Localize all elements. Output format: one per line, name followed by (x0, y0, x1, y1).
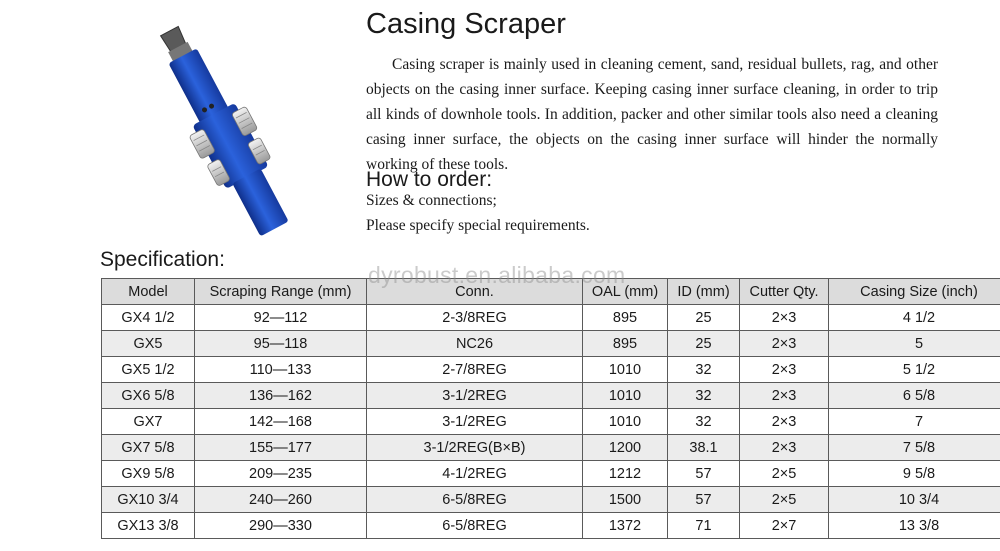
col-header-casing-size: Casing Size (inch) (829, 279, 1000, 305)
cell-conn: 6-5/8REG (367, 513, 583, 539)
table-row (102, 331, 1000, 357)
cell-id: 32 (668, 383, 740, 409)
cell-conn: 2-7/8REG (367, 357, 583, 383)
cell-id: 38.1 (668, 435, 740, 461)
cell-id: 32 (668, 357, 740, 383)
cell-cutter-qty: 2×3 (740, 357, 829, 383)
cell-cutter-qty: 2×3 (740, 305, 829, 331)
cell-cutter-qty: 2×5 (740, 487, 829, 513)
cell-cutter-qty: 2×3 (740, 383, 829, 409)
cell-id: 57 (668, 461, 740, 487)
cell-cutter-qty: 2×3 (740, 435, 829, 461)
cell-scraping-range: 142—168 (195, 409, 367, 435)
cell-id: 25 (668, 331, 740, 357)
casing-scraper-image (112, 12, 332, 247)
cell-model: GX7 (102, 409, 195, 435)
cell-casing-size: 9 5/8 (829, 461, 1000, 487)
col-header-conn: Conn. (367, 279, 583, 305)
cell-casing-size: 10 3/4 (829, 487, 1000, 513)
cell-cutter-qty: 2×7 (740, 513, 829, 539)
cell-id: 32 (668, 409, 740, 435)
page-title: Casing Scraper (366, 8, 566, 40)
table-row (102, 305, 1000, 331)
how-to-order-heading: How to order: (366, 168, 493, 191)
cell-model: GX6 5/8 (102, 383, 195, 409)
cell-conn: 3-1/2REG(B×B) (367, 435, 583, 461)
cell-scraping-range: 209—235 (195, 461, 367, 487)
cell-conn: 2-3/8REG (367, 305, 583, 331)
cell-conn: NC26 (367, 331, 583, 357)
specification-heading: Specification: (100, 248, 225, 271)
table-row (102, 487, 1000, 513)
cell-scraping-range: 290—330 (195, 513, 367, 539)
col-header-model: Model (102, 279, 195, 305)
cell-oal: 1372 (583, 513, 668, 539)
specification-table (101, 278, 1000, 539)
cell-id: 71 (668, 513, 740, 539)
cell-cutter-qty: 2×3 (740, 331, 829, 357)
cell-scraping-range: 110—133 (195, 357, 367, 383)
cell-model: GX5 (102, 331, 195, 357)
cell-oal: 1200 (583, 435, 668, 461)
col-header-cutter-qty: Cutter Qty. (740, 279, 829, 305)
cell-model: GX10 3/4 (102, 487, 195, 513)
cell-cutter-qty: 2×5 (740, 461, 829, 487)
cell-casing-size: 4 1/2 (829, 305, 1000, 331)
table-row (102, 461, 1000, 487)
cell-scraping-range: 155—177 (195, 435, 367, 461)
cell-casing-size: 7 5/8 (829, 435, 1000, 461)
cell-casing-size: 13 3/8 (829, 513, 1000, 539)
cell-oal: 1212 (583, 461, 668, 487)
cell-casing-size: 5 1/2 (829, 357, 1000, 383)
cell-casing-size: 7 (829, 409, 1000, 435)
cell-id: 57 (668, 487, 740, 513)
cell-conn: 3-1/2REG (367, 409, 583, 435)
cell-id: 25 (668, 305, 740, 331)
cell-oal: 1010 (583, 357, 668, 383)
cell-casing-size: 5 (829, 331, 1000, 357)
cell-conn: 4-1/2REG (367, 461, 583, 487)
col-header-id: ID (mm) (668, 279, 740, 305)
cell-cutter-qty: 2×3 (740, 409, 829, 435)
order-line-sizes: Sizes & connections; (366, 192, 497, 209)
cell-model: GX4 1/2 (102, 305, 195, 331)
col-header-oal: OAL (mm) (583, 279, 668, 305)
cell-scraping-range: 92—112 (195, 305, 367, 331)
cell-oal: 895 (583, 305, 668, 331)
product-description: Casing scraper is mainly used in cleaning cement, sand, residual bullets, rag, and other objects on the casing inner surface. Keeping casing inner surface cleaning, in order to trip all kinds of downhole tools. In addition, packer and other similar tools also need a cleaning casing inner surface, the objects on the casing inner surface will hinder the normally working of these tools. (366, 56, 938, 173)
cell-oal: 1500 (583, 487, 668, 513)
cell-model: GX7 5/8 (102, 435, 195, 461)
cell-model: GX13 3/8 (102, 513, 195, 539)
cell-model: GX5 1/2 (102, 357, 195, 383)
cell-conn: 6-5/8REG (367, 487, 583, 513)
cell-conn: 3-1/2REG (367, 383, 583, 409)
table-row (102, 435, 1000, 461)
table-row (102, 357, 1000, 383)
watermark-text: dyrobust.en.alibaba.com (368, 262, 626, 288)
cell-oal: 895 (583, 331, 668, 357)
cell-scraping-range: 240—260 (195, 487, 367, 513)
cell-scraping-range: 95—118 (195, 331, 367, 357)
cell-model: GX9 5/8 (102, 461, 195, 487)
table-row (102, 513, 1000, 539)
col-header-scraping-range: Scraping Range (mm) (195, 279, 367, 305)
table-row (102, 409, 1000, 435)
cell-scraping-range: 136—162 (195, 383, 367, 409)
cell-oal: 1010 (583, 383, 668, 409)
order-line-requirements: Please specify special requirements. (366, 217, 590, 234)
cell-oal: 1010 (583, 409, 668, 435)
table-row (102, 383, 1000, 409)
cell-casing-size: 6 5/8 (829, 383, 1000, 409)
